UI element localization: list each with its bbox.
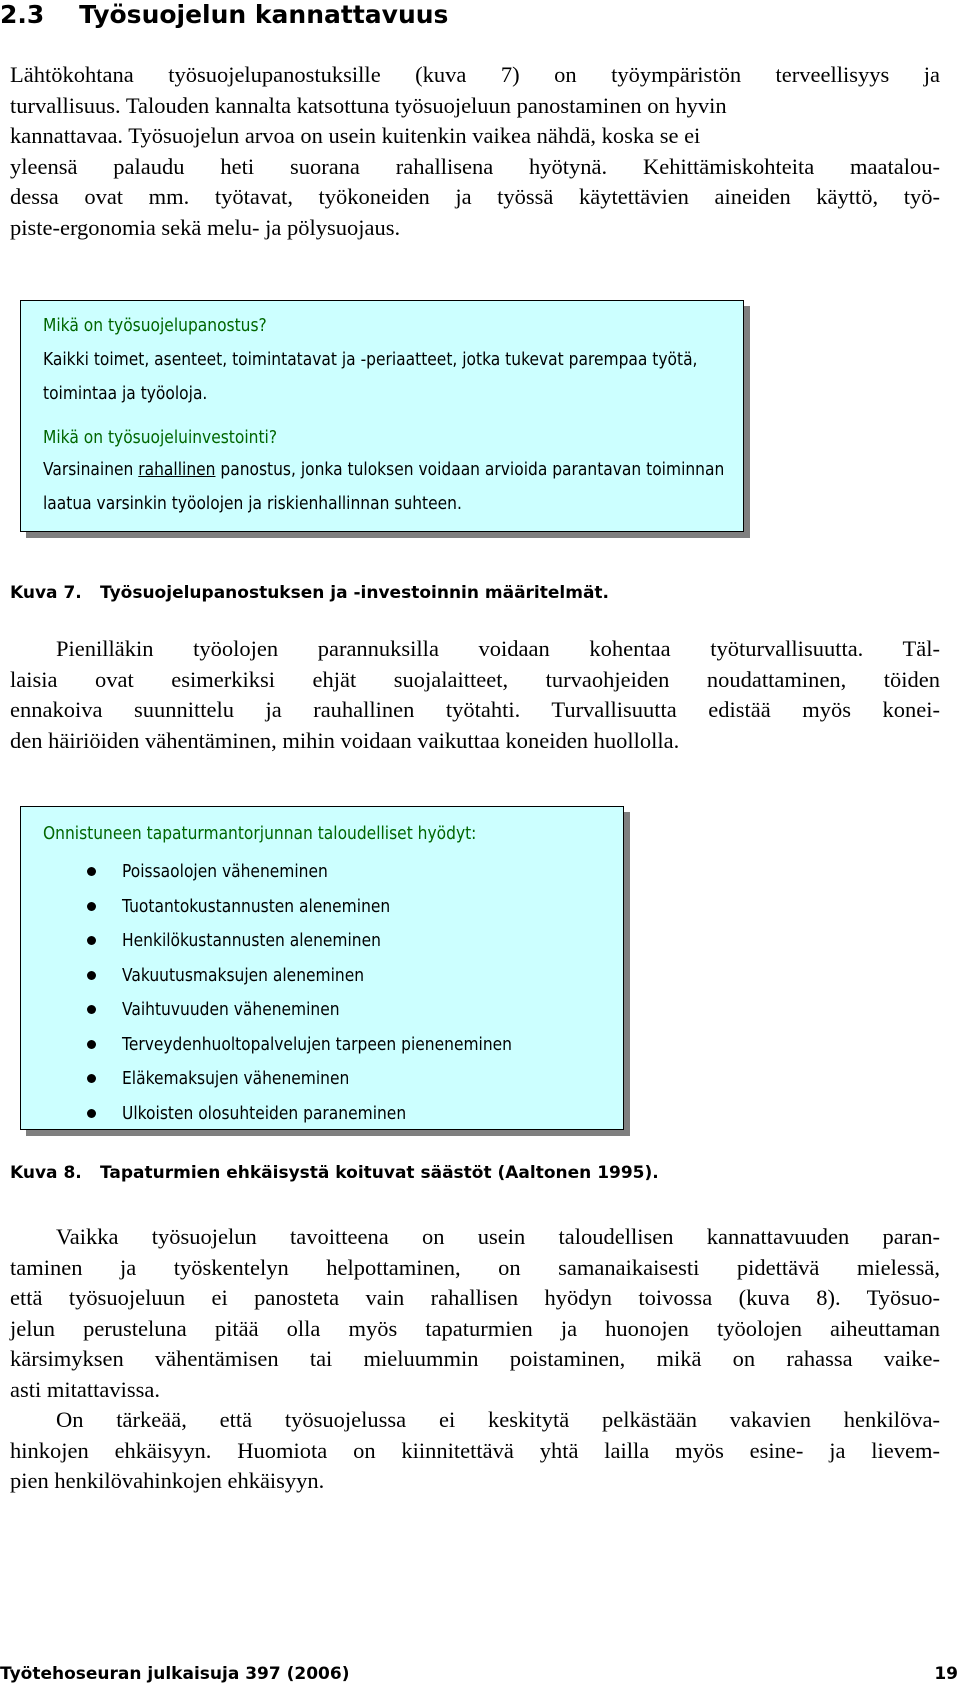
text-line: yleensä palaudu heti suorana rahallisena hyötynä. Kehittämiskohteita maatalou- [10,153,940,179]
bullet-icon [87,1005,96,1014]
list-item [87,890,607,925]
list-item [87,855,607,890]
list-item-label: Terveydenhuoltopalvelujen tarpeen pieneneminen [122,1033,512,1055]
bullet-icon [87,971,96,980]
section-number: 2.3 [0,0,45,29]
figure-caption-8 [10,1162,659,1184]
answer-text: panostus, jonka tuloksen voidaan arvioida parantavan toiminnan [215,459,725,480]
text-line: pien henkilövahinkojen ehkäisyyn. [10,1468,325,1493]
benefits-title: Onnistuneen tapaturmantorjunnan taloudelliset hyödyt: [43,823,477,844]
answer-text: Varsinainen [43,459,139,480]
bullet-icon [87,936,96,945]
list-item-label: Poissaolojen väheneminen [122,861,328,882]
caption-number: Kuva 8. [10,1163,82,1183]
text-line: Lähtökohtana työsuojelupanostuksille (kuva 7) on työympäristön terveellisyys ja [10,62,940,87]
bullet-icon [87,1074,96,1083]
list-item [87,924,607,959]
caption-number: Kuva 7. [10,583,82,603]
answer-line: Kaikki toimet, asenteet, toimintatavat ja -periaatteet, jotka tukevat parempaa työtä, [43,349,698,370]
page-number: 19 [934,1664,958,1684]
text-line: että työsuojeluun ei panosteta vain rahallisen hyödyn toivossa (kuva 8). Työsuo- [10,1285,940,1310]
figure-caption-7 [10,582,609,604]
caption-text: Työsuojelupanostuksen ja -investoinnin määritelmät. [100,583,610,603]
section-heading [0,0,940,30]
underlined-word: rahallinen [138,459,216,480]
list-item [87,1062,607,1097]
text-line: taminen ja työskentelyn helpottaminen, on samanaikaisesti pidettävä mielessä, [10,1254,940,1280]
text-line: dessa ovat mm. työtavat, työkoneiden ja työssä käytettävien aineiden käyttö, työ- [10,184,940,209]
publication-name: Työtehoseuran julkaisuja 397 (2006) [0,1664,350,1684]
list-item-label: Vakuutusmaksujen aleneminen [122,964,365,986]
page-footer [0,1662,958,1686]
paragraph-minor-injuries [10,1405,940,1497]
text-line: den häiriöiden vähentäminen, mihin voidaan vaikuttaa koneiden huollolla. [10,727,680,753]
list-item [87,1097,607,1132]
answer-line: toimintaa ja työoloja. [43,383,208,404]
answer-line [43,453,724,487]
question-investment: Mikä on työsuojeluinvestointi? [43,427,278,448]
text-line: kärsimyksen vähentämisen tai mieluummin poistaminen, mikä on rahassa vaike- [10,1346,940,1371]
list-item-label: Henkilökustannusten aleneminen [122,930,381,951]
definition-box [20,300,744,532]
benefits-list [87,855,607,1131]
text-line: Pienilläkin työolojen parannuksilla voidaan kohentaa työturvallisuutta. Täl- [56,636,940,661]
question-investment-effort: Mikä on työsuojelupanostus? [43,315,267,336]
text-line: asti mitattavissa. [10,1376,160,1402]
list-item-label: Vaihtuvuuden väheneminen [122,999,340,1020]
paragraph-intro [10,60,940,243]
text-line: jelun perusteluna pitää olla myös tapaturmien ja huonojen työolojen aiheuttaman [10,1315,940,1341]
list-item-label: Eläkemaksujen väheneminen [122,1068,350,1089]
text-line: ennakoiva suunnittelu ja rauhallinen työtahti. Turvallisuutta edistää myös konei- [10,697,940,722]
section-title: Työsuojelun kannattavuus [79,0,449,29]
bullet-icon [87,1040,96,1049]
bullet-icon [87,867,96,876]
list-item-label: Tuotantokustannusten aleneminen [122,895,391,917]
text-line: kannattavaa. Työsuojelun arvoa on usein kuitenkin vaikea nähdä, koska se ei [10,123,701,148]
bullet-icon [87,1109,96,1118]
benefits-box [20,806,624,1130]
list-item [87,959,607,994]
list-item [87,993,607,1028]
text-line: On tärkeää, että työsuojelussa ei keskitytä pelkästään vakavien henkilöva- [56,1407,940,1432]
paragraph-motivation [10,1222,940,1405]
text-line: hinkojen ehkäisyyn. Huomiota on kiinnitettävä yhtä lailla myös esine- ja lievem- [10,1437,940,1463]
answer-line: laatua varsinkin työolojen ja riskienhallinnan suhteen. [43,493,462,514]
list-item [87,1028,607,1063]
bullet-icon [87,902,96,911]
caption-text: Tapaturmien ehkäisystä koituvat säästöt (Aaltonen 1995). [100,1163,659,1183]
text-line: turvallisuus. Talouden kannalta katsottuna työsuojeluun panostaminen on hyvin [10,92,727,118]
paragraph-improvements [10,634,940,756]
list-item-label: Ulkoisten olosuhteiden paraneminen [122,1102,407,1124]
text-line: Vaikka työsuojelun tavoitteena on usein taloudellisen kannattavuuden paran- [56,1224,940,1249]
text-line: piste-ergonomia sekä melu- ja pölysuojaus. [10,214,401,240]
text-line: laisia ovat esimerkiksi ehjät suojalaitteet, turvaohjeiden noudattaminen, töiden [10,666,940,692]
